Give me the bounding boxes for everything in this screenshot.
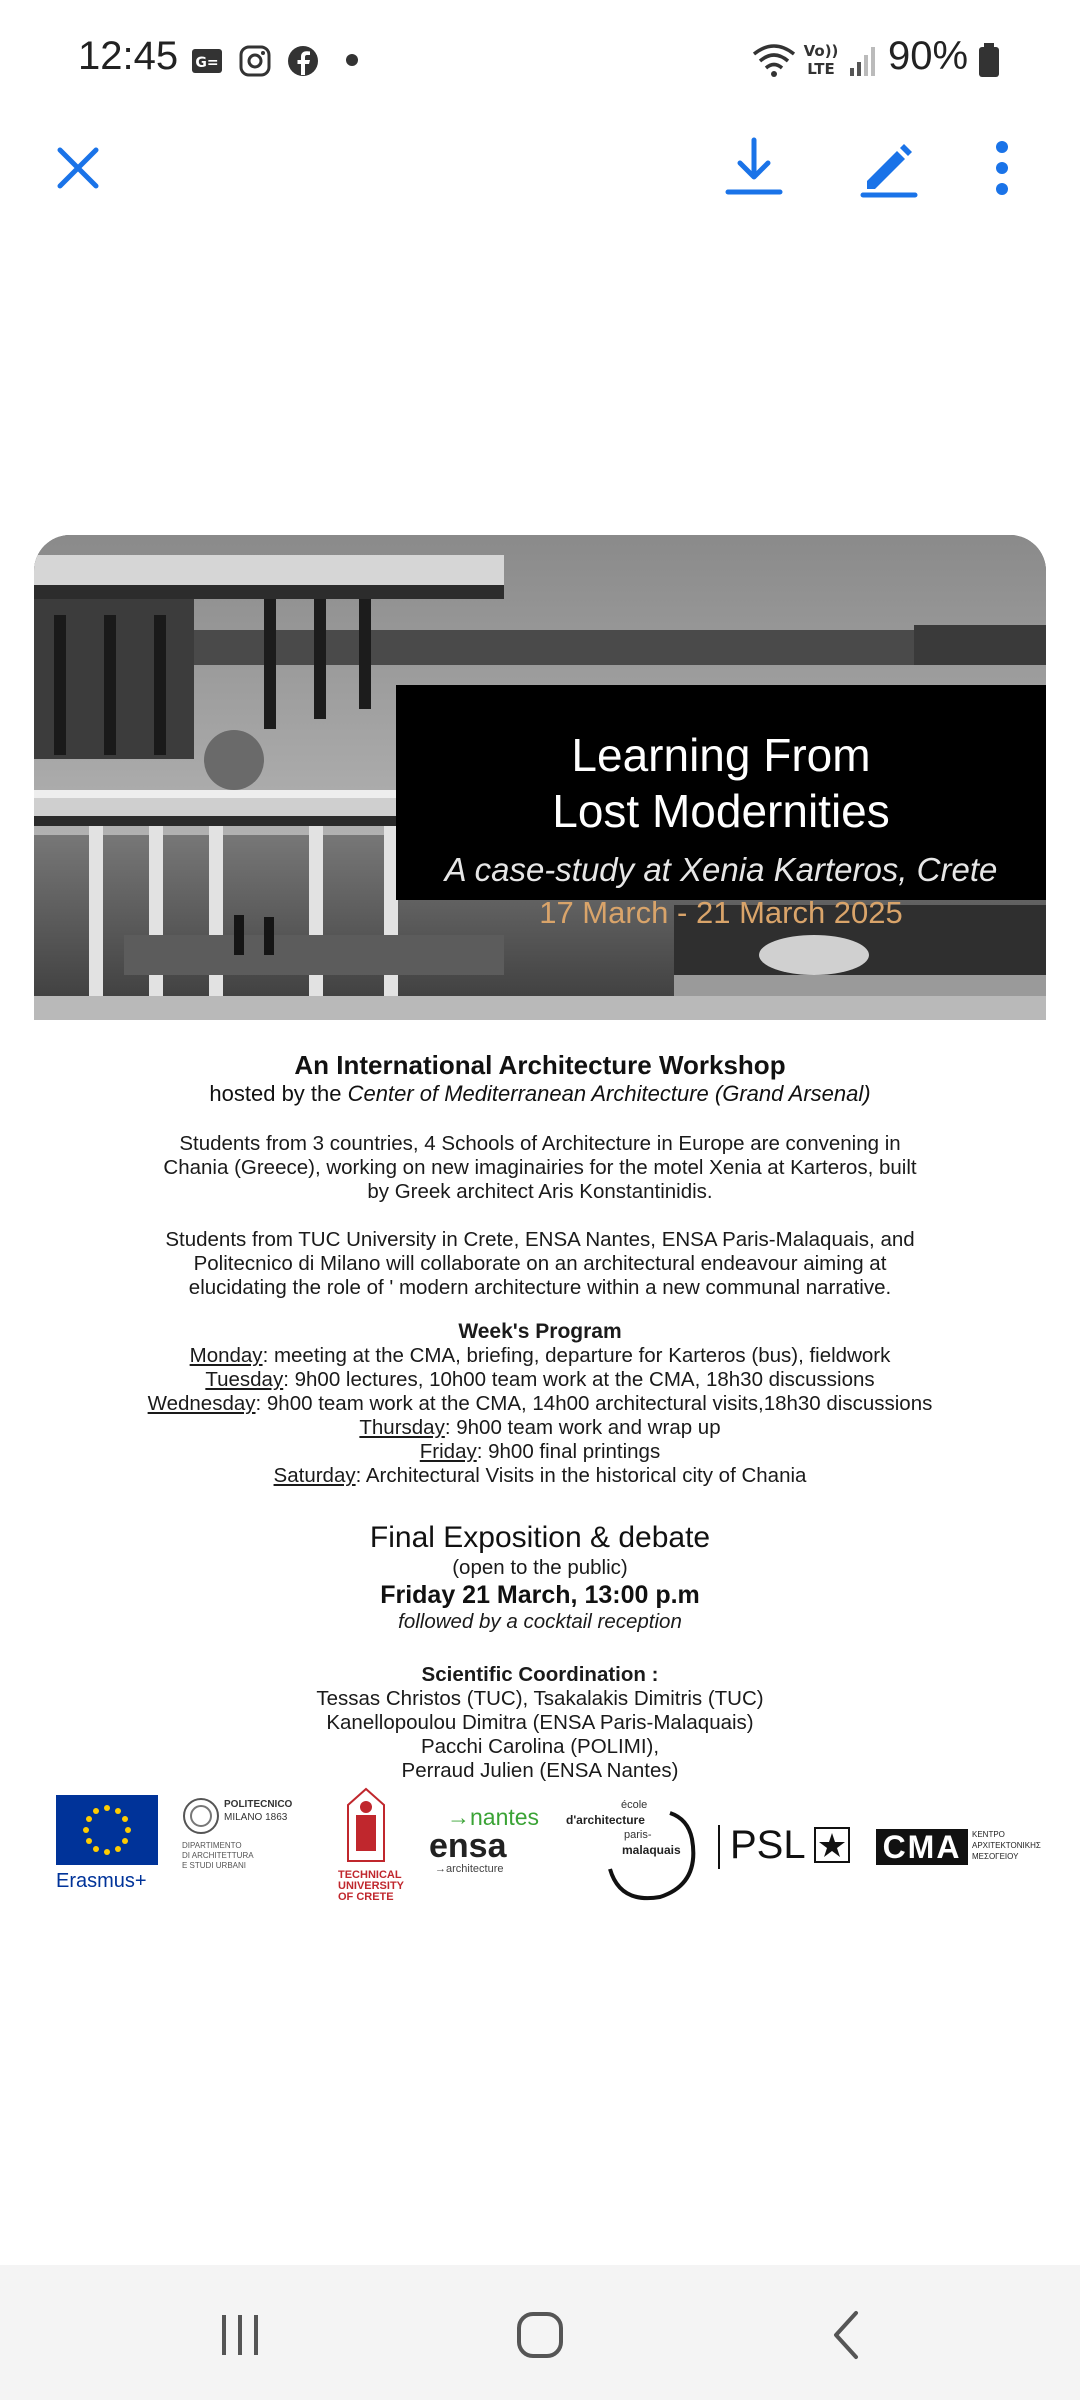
program-text: : 9h00 final printings (476, 1440, 661, 1463)
program-text: : 9h00 lectures, 10h00 team work at the CMA, 18h30 discussions (283, 1368, 875, 1391)
more-notifications-dot-icon (345, 53, 359, 67)
program-item (34, 1368, 1046, 1392)
nantes-label: →nantes (447, 1804, 540, 1830)
edit-pencil-icon (857, 137, 919, 199)
tuc-emblem-icon (338, 1785, 394, 1865)
status-bar (0, 0, 1080, 120)
paragraph-1 (34, 1132, 1046, 1204)
recent-apps-icon (218, 2313, 262, 2357)
battery-percentage: 90% (888, 34, 969, 78)
poster-image (34, 535, 1046, 1925)
coordinator: Pacchi Carolina (POLIMI), (420, 1735, 660, 1758)
program-text: : 9h00 team work and wrap up (444, 1416, 721, 1439)
poster-title-box (396, 685, 1046, 930)
polimi-dept: DIPARTIMENTO (182, 1841, 242, 1850)
viewer-toolbar (0, 120, 1080, 220)
expo-public: (open to the public) (452, 1556, 628, 1579)
paragraph-2 (34, 1228, 1046, 1300)
tuc-label: UNIVERSITY (338, 1880, 405, 1892)
gallery-notification-icon (190, 44, 224, 78)
program-text: : Architectural Visits in the historical city of Chania (355, 1464, 807, 1487)
program-day: Thursday (359, 1416, 445, 1439)
program-item (34, 1416, 1046, 1440)
cma-sub: ΚΕΝΤΡΟ (972, 1830, 1005, 1839)
program-day: Friday (419, 1440, 477, 1463)
expo-date: Friday 21 March, 13:00 p.m (380, 1581, 700, 1609)
close-button[interactable] (38, 128, 118, 208)
pm-arch: d'architecture (566, 1813, 645, 1827)
instagram-icon (238, 44, 272, 78)
program-heading: Week's Program (458, 1320, 622, 1343)
week-program (34, 1320, 1046, 1488)
tuc-label: OF CRETE (338, 1891, 394, 1903)
paragraph-1-line: Chania (Greece), working on new imaginairies for the motel Xenia at Karteros, built (163, 1156, 917, 1179)
polimi-name: POLITECNICO (224, 1799, 293, 1810)
poster-title-line1: Learning From (571, 729, 871, 781)
volte-icon (800, 40, 842, 78)
paragraph-1-line: by Greek architect Aris Konstantinidis. (367, 1180, 713, 1203)
paris-malaquais-logo (566, 1799, 716, 1909)
more-vertical-icon (992, 138, 1012, 198)
more-options-button[interactable] (962, 128, 1042, 208)
program-day: Monday (189, 1344, 263, 1367)
polimi-seal-icon (182, 1797, 220, 1835)
system-nav-bar (0, 2265, 1080, 2400)
clock: 12:45 (78, 34, 179, 78)
back-button[interactable] (806, 2295, 886, 2375)
program-item (34, 1344, 1046, 1368)
workshop-intro (34, 1050, 1046, 1108)
svg-text:G=: G= (195, 55, 219, 71)
poster-photo (34, 535, 1046, 1020)
polimi-sub: MILANO 1863 (224, 1812, 288, 1823)
polimi-dept: E STUDI URBANI (182, 1861, 247, 1870)
ensa-label: ensa (429, 1827, 507, 1865)
erasmus-label: Erasmus+ (56, 1870, 147, 1892)
close-icon (54, 144, 102, 192)
coordinator: Tessas Christos (TUC), Tsakalakis Dimitris (TUC) (316, 1687, 764, 1710)
program-text: : 9h00 team work at the CMA, 14h00 architectural visits,18h30 discussions (255, 1392, 933, 1415)
program-day: Wednesday (147, 1392, 256, 1415)
ensa-sub-label: →architecture (435, 1863, 504, 1875)
program-day: Tuesday (205, 1368, 284, 1391)
scientific-coordination (34, 1663, 1046, 1783)
psl-logo: PSL (730, 1823, 806, 1867)
poster-title-line2: Lost Modernities (552, 785, 890, 837)
signal-icon (848, 44, 878, 78)
cma-sub: ΜΕΣΟΓΕΙΟΥ (972, 1852, 1019, 1861)
poster-dates: 17 March - 21 March 2025 (539, 895, 903, 930)
final-exposition (34, 1520, 1046, 1634)
cma-sub: ΑΡΧΙΤΕΚΤΟΝΙΚΗΣ (972, 1841, 1041, 1850)
ensa-nantes-logo (429, 1805, 559, 1875)
cma-logo: CMA (876, 1829, 968, 1865)
program-item (34, 1464, 1046, 1488)
pm-arc-icon (600, 1809, 710, 1909)
program-text: : meeting at the CMA, briefing, departure for Karteros (bus), fieldwork (262, 1344, 891, 1367)
partner-logos (34, 1785, 1046, 1925)
eu-flag-icon (56, 1795, 158, 1865)
paragraph-2-line: elucidating the role of ' modern architecture within a new communal narrative. (188, 1276, 892, 1299)
program-item (34, 1392, 1046, 1416)
paragraph-2-line: Politecnico di Milano will collaborate on an architectural endeavour aiming at (193, 1252, 887, 1275)
expo-followed: followed by a cocktail reception (398, 1610, 682, 1633)
polimi-dept: DI ARCHITETTURA (182, 1851, 254, 1860)
home-button[interactable] (500, 2295, 580, 2375)
edit-button[interactable] (848, 128, 928, 208)
svg-text:Vo)): Vo)) (803, 42, 839, 60)
coordinator: Kanellopoulou Dimitra (ENSA Paris-Malaquais) (326, 1711, 754, 1734)
svg-text:LTE: LTE (807, 60, 835, 78)
tuc-label: TECHNICAL (338, 1869, 402, 1881)
coord-heading: Scientific Coordination : (421, 1663, 659, 1686)
poster-subtitle: A case-study at Xenia Karteros, Crete (444, 851, 998, 888)
wifi-icon (750, 42, 798, 78)
psl-star-icon (814, 1827, 850, 1863)
paragraph-1-line: Students from 3 countries, 4 Schools of Architecture in Europe are convening in (179, 1132, 901, 1155)
download-icon (724, 136, 784, 200)
back-chevron-icon (828, 2309, 864, 2361)
tuc-logo (338, 1785, 418, 1903)
paragraph-2-line: Students from TUC University in Crete, ENSA Nantes, ENSA Paris-Malaquais, and (165, 1228, 915, 1251)
pm-paris: paris- (624, 1829, 652, 1841)
hosted-prefix: hosted by the (209, 1081, 348, 1106)
program-item (34, 1440, 1046, 1464)
workshop-heading: An International Architecture Workshop (294, 1050, 786, 1080)
facebook-icon (286, 44, 320, 78)
coordinator: Perraud Julien (ENSA Nantes) (401, 1759, 679, 1782)
erasmus-logo (56, 1795, 160, 1893)
logo-divider (718, 1825, 720, 1869)
recent-apps-button[interactable] (200, 2295, 280, 2375)
hosted-by: Center of Mediterranean Architecture (Grand Arsenal) (347, 1081, 871, 1106)
download-button[interactable] (714, 128, 794, 208)
home-icon (516, 2311, 564, 2359)
pm-ecole: école (621, 1799, 648, 1811)
battery-icon (978, 42, 1000, 78)
expo-heading: Final Exposition & debate (369, 1521, 711, 1554)
program-day: Saturday (273, 1464, 356, 1487)
pm-malaquais: malaquais (622, 1843, 681, 1857)
